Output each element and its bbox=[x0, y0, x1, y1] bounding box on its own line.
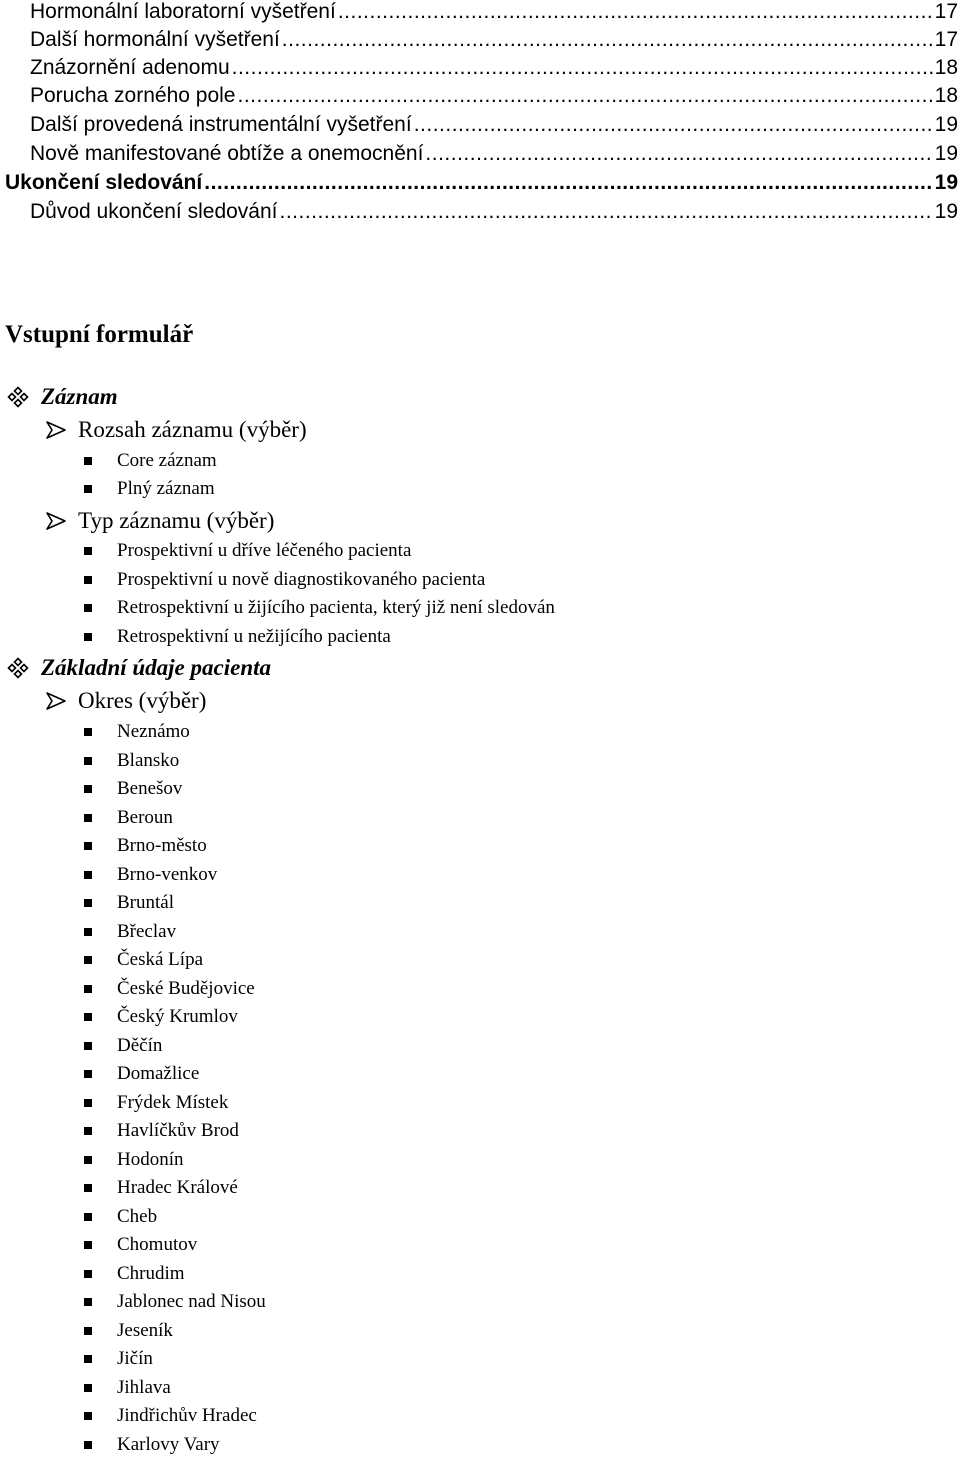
option-item-label: Prospektivní u nově diagnostikovaného pacienta bbox=[117, 569, 486, 590]
option-item bbox=[83, 804, 173, 832]
square-bullet-icon bbox=[83, 1099, 93, 1107]
arrow-bullet-icon bbox=[44, 691, 68, 711]
square-bullet-icon bbox=[83, 1327, 93, 1335]
section-heading-label: Záznam bbox=[41, 384, 118, 409]
field-heading-label: Okres (výběr) bbox=[78, 688, 207, 713]
square-bullet-icon bbox=[83, 956, 93, 964]
option-item-label: Jičín bbox=[117, 1348, 153, 1369]
option-item-label: Český Krumlov bbox=[117, 1006, 238, 1027]
toc-page-number: 18 bbox=[934, 84, 958, 107]
option-item bbox=[83, 1032, 162, 1060]
option-item-label: Brno-město bbox=[117, 835, 207, 856]
option-item bbox=[83, 861, 217, 889]
field-heading-label: Rozsah záznamu (výběr) bbox=[78, 417, 307, 442]
option-item-label: Jablonec nad Nisou bbox=[117, 1291, 266, 1312]
option-item-label: Bruntál bbox=[117, 892, 174, 913]
square-bullet-icon bbox=[83, 604, 93, 612]
toc-entry-title: Další hormonální vyšetření bbox=[30, 28, 280, 51]
square-bullet-icon bbox=[83, 842, 93, 850]
option-item-label: Prospektivní u dříve léčeného pacienta bbox=[117, 540, 412, 561]
square-bullet-icon bbox=[83, 1013, 93, 1021]
option-item-label: Hradec Králové bbox=[117, 1177, 238, 1198]
toc-entry[interactable] bbox=[5, 171, 960, 200]
toc-dot-leader bbox=[237, 84, 932, 108]
option-item bbox=[83, 1288, 266, 1316]
square-bullet-icon bbox=[83, 485, 93, 493]
toc-page-number: 19 bbox=[934, 200, 958, 223]
option-item bbox=[83, 1260, 185, 1288]
square-bullet-icon bbox=[83, 1298, 93, 1306]
square-bullet-icon bbox=[83, 1042, 93, 1050]
toc-entry-title: Nově manifestované obtíže a onemocnění bbox=[30, 142, 424, 165]
toc-entry-title: Další provedená instrumentální vyšetření bbox=[30, 113, 412, 136]
section-heading bbox=[5, 382, 118, 412]
option-item-label: Chrudim bbox=[117, 1263, 185, 1284]
square-bullet-icon bbox=[83, 1241, 93, 1249]
toc-entry[interactable] bbox=[30, 28, 960, 57]
square-bullet-icon bbox=[83, 633, 93, 641]
field-heading bbox=[44, 686, 206, 716]
option-item-label: Jihlava bbox=[117, 1377, 171, 1398]
square-bullet-icon bbox=[83, 871, 93, 879]
option-item bbox=[83, 918, 176, 946]
option-item bbox=[83, 1117, 239, 1145]
option-item bbox=[83, 747, 179, 775]
form-title: Vstupní formulář bbox=[5, 321, 194, 348]
option-item-label: Havlíčkův Brod bbox=[117, 1120, 239, 1141]
toc-entry[interactable] bbox=[30, 142, 960, 171]
toc-entry-title: Ukončení sledování bbox=[5, 171, 203, 194]
square-bullet-icon bbox=[83, 547, 93, 555]
toc-dot-leader bbox=[282, 28, 933, 52]
square-bullet-icon bbox=[83, 1384, 93, 1392]
square-bullet-icon bbox=[83, 1441, 93, 1449]
toc-dot-leader bbox=[232, 56, 933, 80]
option-item bbox=[83, 1345, 153, 1373]
option-item bbox=[83, 447, 217, 475]
option-item-label: Benešov bbox=[117, 778, 183, 799]
option-item-label: Blansko bbox=[117, 750, 180, 771]
option-item-label: Frýdek Místek bbox=[117, 1092, 229, 1113]
option-item-label: Retrospektivní u žijícího pacienta, který již není sledován bbox=[117, 597, 555, 618]
square-bullet-icon bbox=[83, 757, 93, 765]
option-item bbox=[83, 775, 182, 803]
toc-page-number: 18 bbox=[934, 56, 958, 79]
square-bullet-icon bbox=[83, 785, 93, 793]
square-bullet-icon bbox=[83, 1412, 93, 1420]
option-item bbox=[83, 1374, 171, 1402]
field-heading-label: Typ záznamu (výběr) bbox=[78, 508, 275, 533]
option-item bbox=[83, 946, 203, 974]
option-item bbox=[83, 1317, 173, 1345]
toc-entry[interactable] bbox=[30, 84, 960, 113]
square-bullet-icon bbox=[83, 1270, 93, 1278]
square-bullet-icon bbox=[83, 1184, 93, 1192]
option-item bbox=[83, 1146, 184, 1174]
field-heading bbox=[44, 415, 307, 445]
toc-dot-leader bbox=[414, 113, 933, 137]
option-item-label: Domažlice bbox=[117, 1063, 200, 1084]
square-bullet-icon bbox=[83, 728, 93, 736]
option-item bbox=[83, 1431, 220, 1459]
option-item bbox=[83, 1231, 197, 1259]
toc-entry-title: Porucha zorného pole bbox=[30, 84, 236, 107]
option-item-label: Děčín bbox=[117, 1035, 163, 1056]
option-item-label: Jeseník bbox=[117, 1320, 173, 1341]
option-item-label: Retrospektivní u nežijícího pacienta bbox=[117, 626, 391, 647]
option-item-label: Česká Lípa bbox=[117, 949, 204, 970]
toc-page-number: 17 bbox=[934, 0, 958, 23]
option-item-label: Plný záznam bbox=[117, 478, 215, 499]
option-item bbox=[83, 975, 255, 1003]
square-bullet-icon bbox=[83, 576, 93, 584]
option-item-label: Jindřichův Hradec bbox=[117, 1405, 257, 1426]
toc-page-number: 17 bbox=[934, 28, 958, 51]
arrow-bullet-icon bbox=[44, 420, 68, 440]
option-item-label: Chomutov bbox=[117, 1234, 198, 1255]
option-item-label: České Budějovice bbox=[117, 978, 255, 999]
diamond-bullet-icon bbox=[5, 657, 31, 679]
option-item bbox=[83, 594, 555, 622]
square-bullet-icon bbox=[83, 985, 93, 993]
square-bullet-icon bbox=[83, 1070, 93, 1078]
option-item bbox=[83, 889, 174, 917]
square-bullet-icon bbox=[83, 1156, 93, 1164]
square-bullet-icon bbox=[83, 814, 93, 822]
square-bullet-icon bbox=[83, 457, 93, 465]
toc-entry[interactable] bbox=[30, 56, 960, 85]
toc-entry-title: Znázornění adenomu bbox=[30, 56, 230, 79]
toc-entry[interactable] bbox=[30, 200, 960, 229]
square-bullet-icon bbox=[83, 928, 93, 936]
option-item-label: Neznámo bbox=[117, 721, 190, 742]
square-bullet-icon bbox=[83, 1213, 93, 1221]
option-item bbox=[83, 1402, 257, 1430]
toc-page-number: 19 bbox=[934, 171, 958, 194]
arrow-bullet-icon bbox=[44, 511, 68, 531]
square-bullet-icon bbox=[83, 1127, 93, 1135]
option-item bbox=[83, 1174, 238, 1202]
toc-entry[interactable] bbox=[30, 0, 960, 29]
option-item bbox=[83, 718, 190, 746]
option-item-label: Hodonín bbox=[117, 1149, 184, 1170]
option-item-label: Beroun bbox=[117, 807, 173, 828]
toc-entry[interactable] bbox=[30, 113, 960, 142]
diamond-bullet-icon bbox=[5, 386, 31, 408]
section-heading-label: Základní údaje pacienta bbox=[41, 655, 271, 680]
option-item bbox=[83, 475, 215, 503]
option-item-label: Břeclav bbox=[117, 921, 177, 942]
toc-dot-leader bbox=[425, 142, 932, 166]
toc-page-number: 19 bbox=[934, 142, 958, 165]
toc-dot-leader bbox=[280, 200, 933, 224]
square-bullet-icon bbox=[83, 1355, 93, 1363]
option-item-label: Karlovy Vary bbox=[117, 1434, 220, 1455]
toc-dot-leader bbox=[338, 0, 933, 24]
option-item bbox=[83, 623, 391, 651]
option-item-label: Cheb bbox=[117, 1206, 158, 1227]
option-item-label: Brno-venkov bbox=[117, 864, 218, 885]
toc-entry-title: Důvod ukončení sledování bbox=[30, 200, 278, 223]
field-heading bbox=[44, 506, 274, 536]
option-item bbox=[83, 566, 485, 594]
option-item bbox=[83, 1060, 199, 1088]
option-item bbox=[83, 537, 411, 565]
square-bullet-icon bbox=[83, 899, 93, 907]
option-item-label: Core záznam bbox=[117, 450, 217, 471]
toc-entry-title: Hormonální laboratorní vyšetření bbox=[30, 0, 336, 23]
option-item bbox=[83, 832, 207, 860]
toc-page-number: 19 bbox=[934, 113, 958, 136]
toc-dot-leader bbox=[204, 171, 932, 195]
section-heading bbox=[5, 653, 271, 683]
option-item bbox=[83, 1089, 228, 1117]
option-item bbox=[83, 1203, 157, 1231]
option-item bbox=[83, 1003, 238, 1031]
